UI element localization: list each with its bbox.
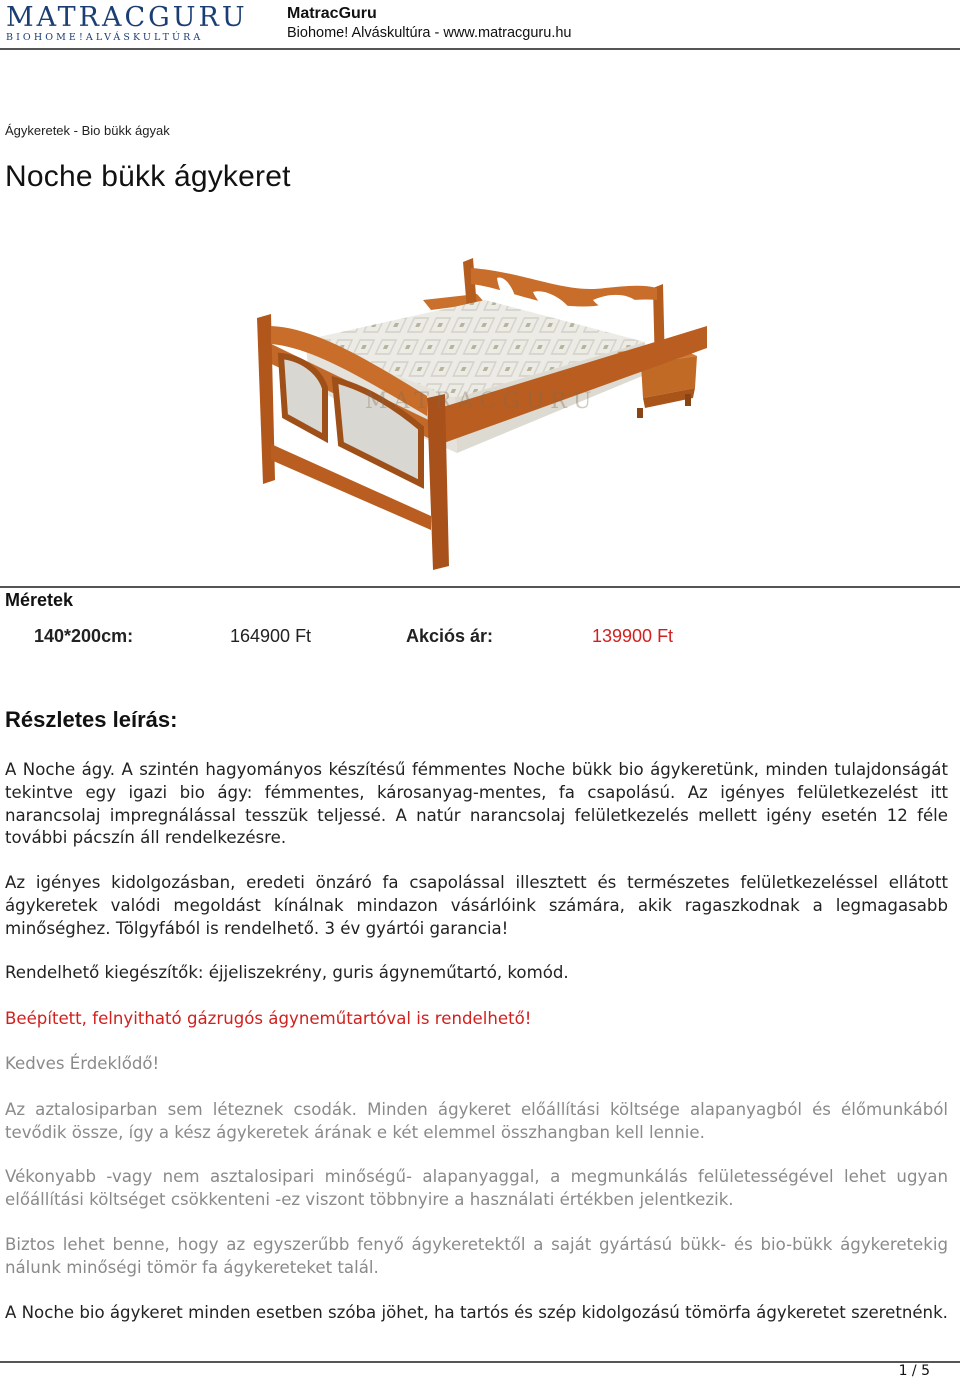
breadcrumb[interactable]: Ágykeretek - Bio bükk ágyak (5, 123, 170, 138)
footer-divider (0, 1361, 960, 1363)
logo-tagline: BIOHOME!ALVÁSKULTÚRA (6, 32, 204, 43)
description-paragraph: Az igényes kidolgozásban, eredeti önzáró fa csapolással illesztett és természetes felületkezeléssel ellátott ágykeretek valódi megoldást kínálnak mindazon vásárlóink számára, akik ragaszkodnak a legmagasabb minőséghez. Tölgyfából is rendelhető. 3 év gyártói garancia! (5, 873, 948, 938)
description-paragraph: Az aztalosiparban sem léteznek csodák. Minden ágykeret előállítási költsége alapanyagból és élőmunkából tevődik össze, így a kész ágykeretek árának e két elemmel összhangban kell lennie. (5, 1100, 948, 1142)
matracguru-logo[interactable] (6, 4, 264, 44)
sale-price-label: Akciós ár: (406, 626, 494, 646)
watermark-text: MATRACGURU (365, 389, 598, 414)
logo-wordmark: MATRACGURU (6, 2, 248, 33)
section-divider (0, 586, 960, 588)
storage-highlight: Beépített, felnyitható gázrugós ágyneműtartóval is rendelhető! (5, 1009, 532, 1028)
page-title: Noche bükk ágykeret (5, 160, 291, 193)
product-image (245, 248, 715, 573)
site-subtitle: Biohome! Alváskultúra - www.matracguru.hu (287, 25, 572, 41)
accessories-note: Rendelhető kiegészítők: éjjeliszekrény, guris ágyneműtartó, komód. (5, 963, 569, 982)
sale-price: 139900 Ft (592, 626, 674, 646)
regular-price: 164900 Ft (230, 626, 312, 646)
bed-icon (245, 248, 715, 573)
size-value: 140*200cm: (34, 626, 134, 646)
site-title: MatracGuru (287, 5, 377, 22)
description-paragraph: Biztos lehet benne, hogy az egyszerűbb fenyő ágykeretektől a saját gyártású bükk- és bio-bükk ágykeretekig nálunk minőségi tömör fa ágykereteket talál. (5, 1235, 948, 1277)
description-paragraph: A Noche bio ágykeret minden esetben szóba jöhet, ha tartós és szép kidolgozású tömörfa ágykeretet szeretnénk. (5, 1303, 948, 1322)
sizes-label: Méretek (5, 590, 74, 610)
description-paragraph: Vékonyabb -vagy nem asztalosipari minőségű- alapanyaggal, a megmunkálás felületességével lehet ugyan előállítási költséget csökkenteni -ez viszont többnyire a használati értékben jelentkezik. (5, 1167, 948, 1209)
page-header (0, 0, 960, 50)
page-number: 1 / 5 (898, 1363, 930, 1379)
greeting-text: Kedves Érdeklődő! (5, 1054, 160, 1073)
description-paragraph: A Noche ágy. A szintén hagyományos készítésű fémmentes Noche bükk bio ágykeretünk, minden tulajdonságát tekintve egy igazi bio ágy: fémmentes, károsanyag-mentes, fa csapolású. Az igényes felületkezelést itt narancsolaj impregnálással tesszük teljessé. A natúr narancsolaj felületkezelés mellett igény esetén 12 féle további pácszín áll rendelkezésre. (5, 760, 948, 848)
description-title: Részletes leírás: (5, 707, 178, 732)
